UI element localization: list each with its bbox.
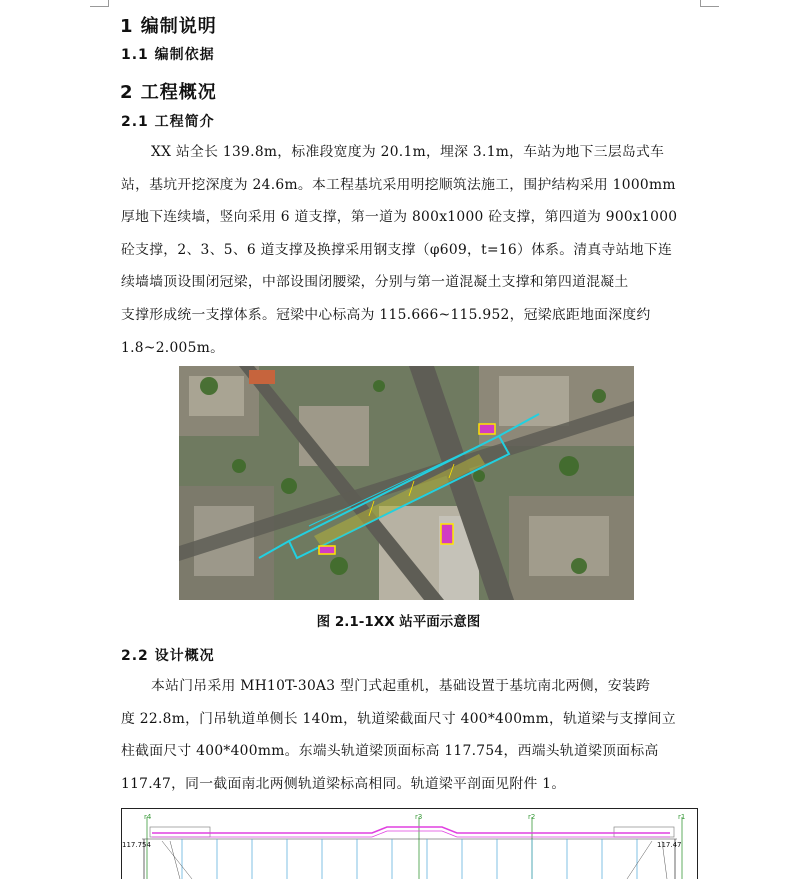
design-line: 本站门吊采用 MH10T-30A3 型门式起重机，基础设置于基坑南北两侧，安装跨 [151, 678, 651, 694]
heading-2: 2 工程概况 [120, 82, 217, 103]
track-beam-drawing [121, 808, 698, 879]
station-aerial-image [179, 366, 634, 600]
axis-label-r4: r4 [144, 813, 152, 821]
heading-1-1: 1.1 编制依据 [121, 47, 215, 63]
margin-corner-left [90, 0, 109, 7]
design-line: 柱截面尺寸 400*400mm。东端头轨道梁顶面标高 117.754，西端头轨道梁顶面标高 [121, 743, 659, 760]
intro-line: 1.8~2.005m。 [121, 339, 225, 356]
axis-label-r1: r1 [678, 813, 686, 821]
elevation-left: 117.754 [122, 841, 151, 849]
aerial-photo-graphic [179, 366, 634, 600]
intro-line: 站，基坑开挖深度为 24.6m。本工程基坑采用明挖顺筑法施工，围护结构采用 1000mm [121, 176, 676, 193]
design-paragraph [121, 670, 696, 800]
heading-2-1: 2.1 工程简介 [121, 114, 215, 130]
intro-line: 支撑形成统一支撑体系。冠梁中心标高为 115.666~115.952，冠梁底距地面深度约 [121, 306, 651, 323]
heading-2-2: 2.2 设计概况 [121, 648, 215, 664]
intro-paragraph [121, 136, 696, 364]
drawing-graphic [122, 809, 697, 879]
design-line: 117.47，同一截面南北两侧轨道梁标高相同。轨道梁平剖面见附件 1。 [121, 775, 566, 792]
intro-line: 砼支撑，2、3、5、6 道支撑及换撑采用钢支撑（φ609，t=16）体系。清真寺站地下连 [121, 241, 673, 258]
elevation-right: 117.47 [657, 841, 682, 849]
axis-label-r2: r2 [528, 813, 536, 821]
figure-caption: 图 2.1-1XX 站平面示意图 [316, 614, 481, 630]
intro-line: 续墙墙顶设围闭冠梁，中部设围闭腰梁，分别与第一道混凝土支撑和第四道混凝土 [121, 274, 629, 291]
margin-corner-right [700, 0, 719, 7]
intro-line: XX 站全长 139.8m，标准段宽度为 20.1m，埋深 3.1m，车站为地下三层岛式车 [151, 144, 665, 160]
heading-1: 1 编制说明 [120, 16, 217, 37]
axis-label-r3: r3 [415, 813, 423, 821]
design-line: 度 22.8m，门吊轨道单侧长 140m，轨道梁截面尺寸 400*400mm，轨道梁与支撑间立 [121, 710, 676, 727]
intro-line: 厚地下连续墙，竖向采用 6 道支撑，第一道为 800x1000 砼支撑，第四道为 900x1000 [121, 209, 678, 226]
